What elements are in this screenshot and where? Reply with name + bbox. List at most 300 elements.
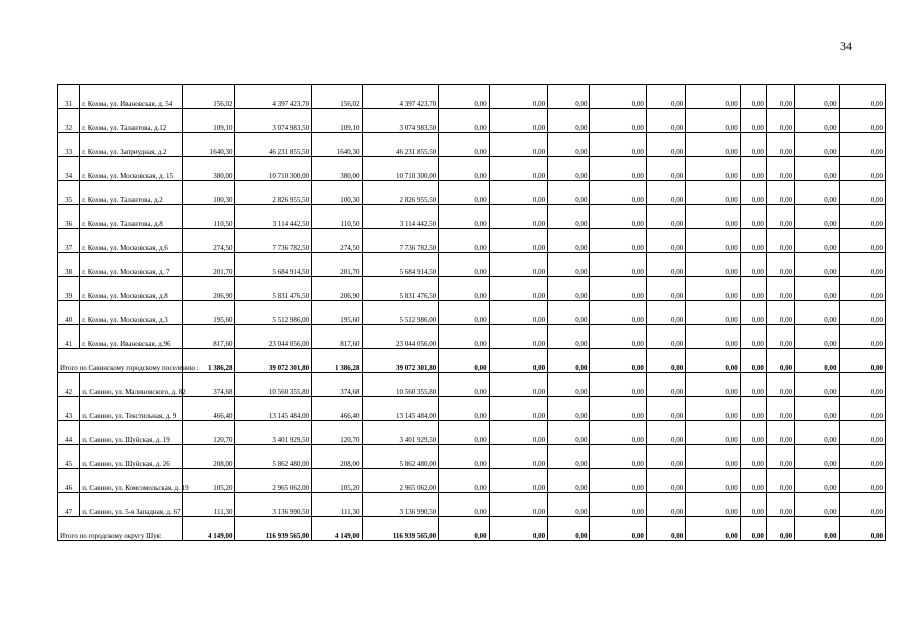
value-cell: 0,00	[590, 85, 646, 109]
table-row	[58, 133, 886, 157]
value-cell: 0,00	[590, 517, 646, 541]
value-cell: 0,00	[646, 133, 685, 157]
value-cell: 0,00	[590, 301, 646, 325]
value-cell: 0,00	[646, 229, 685, 253]
value-cell: 109,10	[183, 109, 235, 133]
address-cell: г. Кохма, ул. Заприудная, д.2	[80, 133, 183, 157]
table-total-row	[58, 349, 886, 373]
value-cell: 0,00	[740, 277, 766, 301]
value-cell: 466,40	[183, 397, 235, 421]
value-cell: 0,00	[646, 253, 685, 277]
value-cell: 0,00	[439, 229, 489, 253]
value-cell: 5 831 476,50	[235, 277, 312, 301]
value-cell: 0,00	[590, 133, 646, 157]
value-cell: 0,00	[839, 181, 885, 205]
value-cell: 0,00	[740, 469, 766, 493]
value-cell: 0,00	[489, 157, 547, 181]
row-number: 35	[58, 181, 80, 205]
value-cell: 206,90	[312, 277, 362, 301]
value-cell: 0,00	[839, 493, 885, 517]
row-number: 45	[58, 445, 80, 469]
value-cell: 110,50	[312, 205, 362, 229]
value-cell: 105,20	[183, 469, 235, 493]
value-cell: 105,20	[312, 469, 362, 493]
value-cell: 0,00	[489, 397, 547, 421]
value-cell: 4 149,00	[312, 517, 362, 541]
value-cell: 206,90	[183, 277, 235, 301]
table-row	[58, 181, 886, 205]
value-cell: 23 044 056,00	[362, 325, 439, 349]
value-cell: 0,00	[839, 85, 885, 109]
value-cell: 0,00	[686, 421, 740, 445]
value-cell: 0,00	[839, 349, 885, 373]
table-body	[58, 85, 886, 541]
value-cell: 0,00	[439, 349, 489, 373]
value-cell: 3 136 990,50	[235, 493, 312, 517]
value-cell: 0,00	[439, 445, 489, 469]
value-cell: 0,00	[795, 493, 839, 517]
value-cell: 1 386,28	[183, 349, 235, 373]
value-cell: 0,00	[740, 325, 766, 349]
value-cell: 3 401 929,50	[235, 421, 312, 445]
value-cell: 0,00	[646, 277, 685, 301]
table-row	[58, 373, 886, 397]
value-cell: 0,00	[646, 85, 685, 109]
value-cell: 0,00	[795, 205, 839, 229]
table-row	[58, 229, 886, 253]
value-cell: 0,00	[740, 229, 766, 253]
value-cell: 201,70	[312, 253, 362, 277]
value-cell: 3 401 929,50	[362, 421, 439, 445]
value-cell: 0,00	[646, 445, 685, 469]
value-cell: 0,00	[590, 445, 646, 469]
address-cell: г. Кохма, ул. Московская, д.8	[80, 277, 183, 301]
value-cell: 111,30	[183, 493, 235, 517]
value-cell: 0,00	[489, 253, 547, 277]
value-cell: 0,00	[590, 205, 646, 229]
value-cell: 0,00	[740, 421, 766, 445]
row-number: 39	[58, 277, 80, 301]
value-cell: 0,00	[766, 133, 794, 157]
value-cell: 3 074 983,50	[235, 109, 312, 133]
value-cell: 0,00	[548, 397, 590, 421]
value-cell: 0,00	[686, 397, 740, 421]
address-cell: п. Савино, ул. Шуйская, д. 19	[80, 421, 183, 445]
value-cell: 0,00	[766, 325, 794, 349]
value-cell: 7 736 782,50	[235, 229, 312, 253]
value-cell: 195,60	[183, 301, 235, 325]
value-cell: 0,00	[795, 373, 839, 397]
value-cell: 0,00	[548, 253, 590, 277]
value-cell: 0,00	[766, 85, 794, 109]
address-cell: г. Кохма, ул. Московская, д.3	[80, 301, 183, 325]
value-cell: 3 114 442,50	[362, 205, 439, 229]
value-cell: 274,50	[183, 229, 235, 253]
value-cell: 5 862 480,00	[235, 445, 312, 469]
value-cell: 0,00	[740, 301, 766, 325]
value-cell: 0,00	[795, 157, 839, 181]
table-row	[58, 325, 886, 349]
value-cell: 0,00	[740, 205, 766, 229]
value-cell: 0,00	[489, 373, 547, 397]
value-cell: 0,00	[489, 109, 547, 133]
value-cell: 380,00	[312, 157, 362, 181]
table-row	[58, 157, 886, 181]
value-cell: 46 231 855,50	[235, 133, 312, 157]
value-cell: 0,00	[590, 469, 646, 493]
value-cell: 0,00	[439, 421, 489, 445]
value-cell: 374,68	[312, 373, 362, 397]
value-cell: 0,00	[590, 349, 646, 373]
value-cell: 0,00	[590, 253, 646, 277]
value-cell: 0,00	[839, 277, 885, 301]
row-number: 47	[58, 493, 80, 517]
value-cell: 0,00	[766, 421, 794, 445]
address-cell: г. Кохма, ул. Ивановская, д. 54	[80, 85, 183, 109]
value-cell: 0,00	[740, 397, 766, 421]
row-number: 33	[58, 133, 80, 157]
value-cell: 0,00	[439, 85, 489, 109]
value-cell: 0,00	[646, 157, 685, 181]
value-cell: 0,00	[548, 109, 590, 133]
value-cell: 374,68	[183, 373, 235, 397]
value-cell: 0,00	[489, 301, 547, 325]
row-number: 31	[58, 85, 80, 109]
value-cell: 109,10	[312, 109, 362, 133]
value-cell: 0,00	[439, 253, 489, 277]
value-cell: 0,00	[686, 277, 740, 301]
value-cell: 0,00	[590, 493, 646, 517]
value-cell: 0,00	[839, 373, 885, 397]
address-cell: п. Савино, ул. 5-я Западная, д. 67	[80, 493, 183, 517]
value-cell: 0,00	[590, 421, 646, 445]
value-cell: 208,00	[183, 445, 235, 469]
value-cell: 0,00	[439, 517, 489, 541]
value-cell: 0,00	[839, 109, 885, 133]
value-cell: 0,00	[766, 445, 794, 469]
value-cell: 0,00	[590, 229, 646, 253]
value-cell: 0,00	[439, 325, 489, 349]
value-cell: 0,00	[590, 157, 646, 181]
value-cell: 0,00	[489, 445, 547, 469]
value-cell: 0,00	[766, 397, 794, 421]
value-cell: 0,00	[489, 469, 547, 493]
value-cell: 208,00	[312, 445, 362, 469]
value-cell: 0,00	[766, 373, 794, 397]
value-cell: 0,00	[839, 253, 885, 277]
value-cell: 0,00	[646, 181, 685, 205]
table-row	[58, 445, 886, 469]
address-cell: г. Кохма, ул. Талантова, д.8	[80, 205, 183, 229]
value-cell: 0,00	[489, 349, 547, 373]
row-number: 36	[58, 205, 80, 229]
value-cell: 0,00	[548, 205, 590, 229]
row-number: 38	[58, 253, 80, 277]
value-cell: 0,00	[839, 205, 885, 229]
value-cell: 0,00	[646, 109, 685, 133]
value-cell: 0,00	[548, 493, 590, 517]
value-cell: 0,00	[548, 517, 590, 541]
value-cell: 0,00	[646, 301, 685, 325]
value-cell: 0,00	[766, 205, 794, 229]
value-cell: 4 149,00	[183, 517, 235, 541]
value-cell: 0,00	[795, 253, 839, 277]
value-cell: 0,00	[489, 205, 547, 229]
value-cell: 0,00	[548, 181, 590, 205]
value-cell: 195,60	[312, 301, 362, 325]
value-cell: 0,00	[548, 349, 590, 373]
value-cell: 0,00	[686, 109, 740, 133]
value-cell: 110,50	[183, 205, 235, 229]
value-cell: 0,00	[740, 181, 766, 205]
value-cell: 0,00	[795, 469, 839, 493]
value-cell: 0,00	[686, 181, 740, 205]
value-cell: 0,00	[489, 325, 547, 349]
value-cell: 0,00	[795, 85, 839, 109]
value-cell: 0,00	[646, 517, 685, 541]
value-cell: 0,00	[795, 349, 839, 373]
value-cell: 817,60	[312, 325, 362, 349]
value-cell: 0,00	[646, 397, 685, 421]
value-cell: 0,00	[646, 205, 685, 229]
value-cell: 0,00	[548, 301, 590, 325]
value-cell: 13 145 484,00	[362, 397, 439, 421]
value-cell: 0,00	[839, 445, 885, 469]
value-cell: 0,00	[766, 517, 794, 541]
table-row	[58, 253, 886, 277]
value-cell: 0,00	[548, 85, 590, 109]
value-cell: 0,00	[766, 109, 794, 133]
value-cell: 0,00	[839, 517, 885, 541]
table-row	[58, 205, 886, 229]
value-cell: 0,00	[795, 109, 839, 133]
address-cell: п. Савино, ул. Малиновского, д. 82	[80, 373, 183, 397]
value-cell: 1 386,28	[312, 349, 362, 373]
row-number: 44	[58, 421, 80, 445]
value-cell: 0,00	[740, 157, 766, 181]
table-row	[58, 109, 886, 133]
value-cell: 0,00	[766, 349, 794, 373]
value-cell: 0,00	[795, 277, 839, 301]
address-cell: п. Савино, ул. Комсомольская, д. 19	[80, 469, 183, 493]
value-cell: 120,70	[312, 421, 362, 445]
value-cell: 0,00	[548, 373, 590, 397]
value-cell: 0,00	[686, 373, 740, 397]
value-cell: 0,00	[740, 253, 766, 277]
value-cell: 0,00	[548, 325, 590, 349]
value-cell: 0,00	[766, 301, 794, 325]
value-cell: 3 136 990,50	[362, 493, 439, 517]
value-cell: 5 512 986,00	[362, 301, 439, 325]
value-cell: 5 684 914,50	[362, 253, 439, 277]
value-cell: 0,00	[740, 85, 766, 109]
value-cell: 0,00	[590, 181, 646, 205]
value-cell: 0,00	[766, 253, 794, 277]
value-cell: 0,00	[686, 253, 740, 277]
value-cell: 0,00	[489, 277, 547, 301]
value-cell: 0,00	[795, 301, 839, 325]
value-cell: 0,00	[740, 133, 766, 157]
row-number: 41	[58, 325, 80, 349]
value-cell: 0,00	[439, 301, 489, 325]
value-cell: 10 710 300,00	[362, 157, 439, 181]
value-cell: 0,00	[686, 325, 740, 349]
value-cell: 13 145 484,00	[235, 397, 312, 421]
value-cell: 380,00	[183, 157, 235, 181]
housing-fund-table	[57, 84, 886, 541]
value-cell: 0,00	[590, 325, 646, 349]
value-cell: 466,40	[312, 397, 362, 421]
value-cell: 0,00	[766, 181, 794, 205]
value-cell: 0,00	[548, 229, 590, 253]
value-cell: 0,00	[646, 493, 685, 517]
value-cell: 5 831 476,50	[362, 277, 439, 301]
value-cell: 0,00	[686, 157, 740, 181]
value-cell: 0,00	[740, 517, 766, 541]
value-cell: 0,00	[766, 229, 794, 253]
value-cell: 0,00	[439, 157, 489, 181]
table-row	[58, 493, 886, 517]
value-cell: 120,70	[183, 421, 235, 445]
value-cell: 2 826 955,50	[362, 181, 439, 205]
value-cell: 100,30	[312, 181, 362, 205]
value-cell: 156,02	[312, 85, 362, 109]
value-cell: 5 684 914,50	[235, 253, 312, 277]
address-cell: г. Кохма, ул. Московская, д.6	[80, 229, 183, 253]
row-number: 40	[58, 301, 80, 325]
value-cell: 5 512 986,00	[235, 301, 312, 325]
value-cell: 111,30	[312, 493, 362, 517]
table-row	[58, 397, 886, 421]
address-cell: г. Кохма, ул. Московская, д. 7	[80, 253, 183, 277]
value-cell: 0,00	[489, 517, 547, 541]
value-cell: 1640,30	[183, 133, 235, 157]
value-cell: 7 736 782,50	[362, 229, 439, 253]
value-cell: 0,00	[686, 85, 740, 109]
row-number: 46	[58, 469, 80, 493]
value-cell: 0,00	[439, 493, 489, 517]
value-cell: 0,00	[766, 493, 794, 517]
value-cell: 0,00	[439, 397, 489, 421]
value-cell: 0,00	[439, 277, 489, 301]
value-cell: 5 862 480,00	[362, 445, 439, 469]
value-cell: 0,00	[439, 205, 489, 229]
value-cell: 0,00	[686, 469, 740, 493]
value-cell: 0,00	[439, 181, 489, 205]
row-number: 34	[58, 157, 80, 181]
value-cell: 0,00	[646, 421, 685, 445]
value-cell: 0,00	[686, 301, 740, 325]
value-cell: 0,00	[489, 421, 547, 445]
page-number: 34	[840, 39, 852, 53]
address-cell: г. Кохма, ул. Талантова, д.12	[80, 109, 183, 133]
value-cell: 116 939 565,00	[235, 517, 312, 541]
value-cell: 0,00	[686, 517, 740, 541]
value-cell: 0,00	[590, 109, 646, 133]
value-cell: 0,00	[795, 421, 839, 445]
total-label: Итого по Савинскому городскому поселению :	[58, 349, 183, 373]
address-cell: г. Кохма, ул. Ивановская, д.96	[80, 325, 183, 349]
value-cell: 2 965 062,00	[235, 469, 312, 493]
address-cell: г. Кохма, ул. Талантова, д.2	[80, 181, 183, 205]
value-cell: 0,00	[590, 373, 646, 397]
value-cell: 2 826 955,50	[235, 181, 312, 205]
value-cell: 0,00	[839, 229, 885, 253]
value-cell: 4 397 423,70	[235, 85, 312, 109]
value-cell: 0,00	[548, 157, 590, 181]
value-cell: 23 044 056,00	[235, 325, 312, 349]
value-cell: 0,00	[795, 325, 839, 349]
address-cell: п. Савино, ул. Шуйская, д. 26	[80, 445, 183, 469]
value-cell: 0,00	[548, 133, 590, 157]
value-cell: 39 072 301,80	[362, 349, 439, 373]
value-cell: 1640,30	[312, 133, 362, 157]
value-cell: 0,00	[439, 133, 489, 157]
value-cell: 100,30	[183, 181, 235, 205]
value-cell: 0,00	[766, 157, 794, 181]
value-cell: 0,00	[839, 469, 885, 493]
table-row	[58, 469, 886, 493]
row-number: 37	[58, 229, 80, 253]
value-cell: 0,00	[590, 397, 646, 421]
table-row	[58, 85, 886, 109]
value-cell: 0,00	[489, 229, 547, 253]
value-cell: 0,00	[839, 325, 885, 349]
value-cell: 0,00	[686, 133, 740, 157]
value-cell: 0,00	[839, 397, 885, 421]
value-cell: 0,00	[766, 469, 794, 493]
value-cell: 0,00	[646, 469, 685, 493]
value-cell: 0,00	[686, 445, 740, 469]
value-cell: 10 710 300,00	[235, 157, 312, 181]
value-cell: 201,70	[183, 253, 235, 277]
value-cell: 0,00	[439, 469, 489, 493]
value-cell: 0,00	[489, 493, 547, 517]
value-cell: 0,00	[646, 349, 685, 373]
value-cell: 0,00	[590, 277, 646, 301]
value-cell: 0,00	[548, 445, 590, 469]
row-number: 43	[58, 397, 80, 421]
value-cell: 0,00	[548, 421, 590, 445]
value-cell: 0,00	[795, 517, 839, 541]
row-number: 32	[58, 109, 80, 133]
value-cell: 4 397 423,70	[362, 85, 439, 109]
value-cell: 0,00	[795, 229, 839, 253]
value-cell: 3 114 442,50	[235, 205, 312, 229]
value-cell: 0,00	[839, 421, 885, 445]
value-cell: 3 074 983,50	[362, 109, 439, 133]
value-cell: 116 939 565,00	[362, 517, 439, 541]
value-cell: 817,60	[183, 325, 235, 349]
value-cell: 0,00	[489, 85, 547, 109]
value-cell: 156,02	[183, 85, 235, 109]
table-row	[58, 421, 886, 445]
address-cell: п. Савино, ул. Текстильная, д. 9	[80, 397, 183, 421]
value-cell: 0,00	[839, 133, 885, 157]
value-cell: 0,00	[646, 325, 685, 349]
value-cell: 274,50	[312, 229, 362, 253]
value-cell: 0,00	[795, 445, 839, 469]
value-cell: 0,00	[795, 133, 839, 157]
value-cell: 10 560 355,80	[235, 373, 312, 397]
value-cell: 0,00	[839, 157, 885, 181]
row-number: 42	[58, 373, 80, 397]
address-cell: г. Кохма, ул. Московская, д. 15	[80, 157, 183, 181]
table-row	[58, 301, 886, 325]
value-cell: 0,00	[740, 373, 766, 397]
value-cell: 10 560 355,80	[362, 373, 439, 397]
value-cell: 0,00	[548, 469, 590, 493]
